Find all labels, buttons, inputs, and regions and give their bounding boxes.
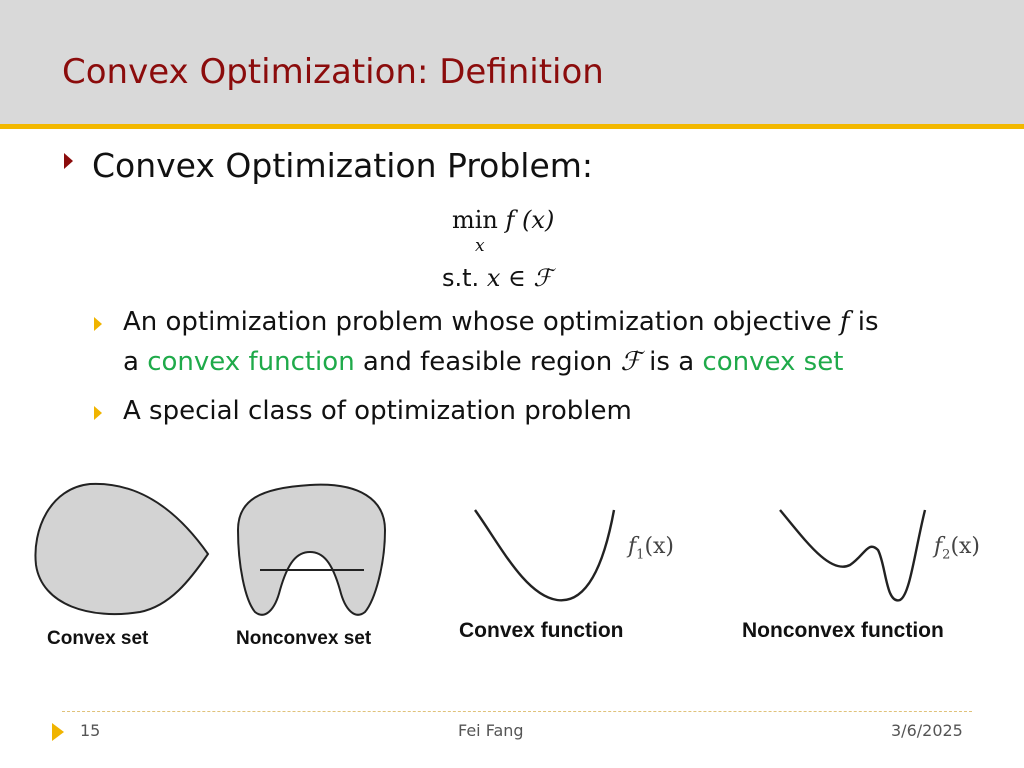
sub-bullet-arrow-icon	[92, 314, 104, 334]
slide-title: Convex Optimization: Definition	[62, 52, 604, 92]
sub-bullet-1-end: is	[849, 307, 879, 337]
convex-set-highlight: convex set	[702, 347, 844, 377]
f1-label	[628, 534, 674, 562]
footer-author: Fei Fang	[458, 721, 524, 740]
main-bullet-text: Convex Optimization Problem:	[92, 146, 594, 185]
f1-subscript: 1	[636, 547, 645, 563]
convex-function-highlight: convex function	[147, 347, 355, 377]
page-number: 15	[80, 721, 101, 740]
convex-set-shape	[35, 484, 208, 614]
formula-constraint	[442, 264, 552, 292]
formula-constraint-expr: x ∈ ℱ	[486, 264, 553, 292]
f2-subscript: 2	[942, 547, 951, 563]
convex-set-caption: Convex set	[47, 628, 149, 649]
nonconvex-function-curve	[780, 510, 925, 600]
footer-arrow-icon	[50, 722, 66, 742]
text-feasible-region: and feasible region	[354, 347, 621, 377]
nonconvex-set-caption: Nonconvex set	[236, 628, 372, 649]
objective-variable: f	[839, 307, 850, 337]
sub-bullet-1-text: An optimization problem whose optimization objective	[123, 307, 840, 337]
f2-symbol: f	[934, 534, 943, 559]
f1-argument: (x)	[644, 534, 675, 559]
formula-min-subscript: x	[475, 236, 485, 256]
footer-date: 3/6/2025	[891, 721, 963, 740]
footer-rule	[62, 711, 972, 712]
formula-min-word: min	[452, 206, 498, 234]
sub-bullet-1-line-1	[123, 307, 879, 337]
f1-symbol: f	[628, 534, 637, 559]
text-a: a	[123, 347, 148, 377]
sub-bullet-arrow-icon	[92, 403, 104, 423]
formula-objective	[452, 206, 554, 234]
convex-function-caption: Convex function	[459, 619, 624, 642]
bullet-arrow-icon	[62, 150, 76, 172]
sub-bullet-2-text: A special class of optimization problem	[123, 396, 632, 426]
feasible-region-variable: ℱ	[620, 347, 641, 377]
formula-objective-expr: f (x)	[505, 206, 555, 234]
f2-label	[934, 534, 980, 562]
nonconvex-function-caption: Nonconvex function	[742, 619, 944, 642]
sub-bullet-1-line-2	[123, 347, 843, 377]
formula-st-prefix: s.t.	[442, 264, 480, 292]
nonconvex-set-shape	[238, 485, 385, 615]
f2-argument: (x)	[950, 534, 981, 559]
convex-function-curve	[475, 510, 614, 600]
text-is-a: is a	[640, 347, 703, 377]
header-accent-rule	[0, 124, 1024, 129]
